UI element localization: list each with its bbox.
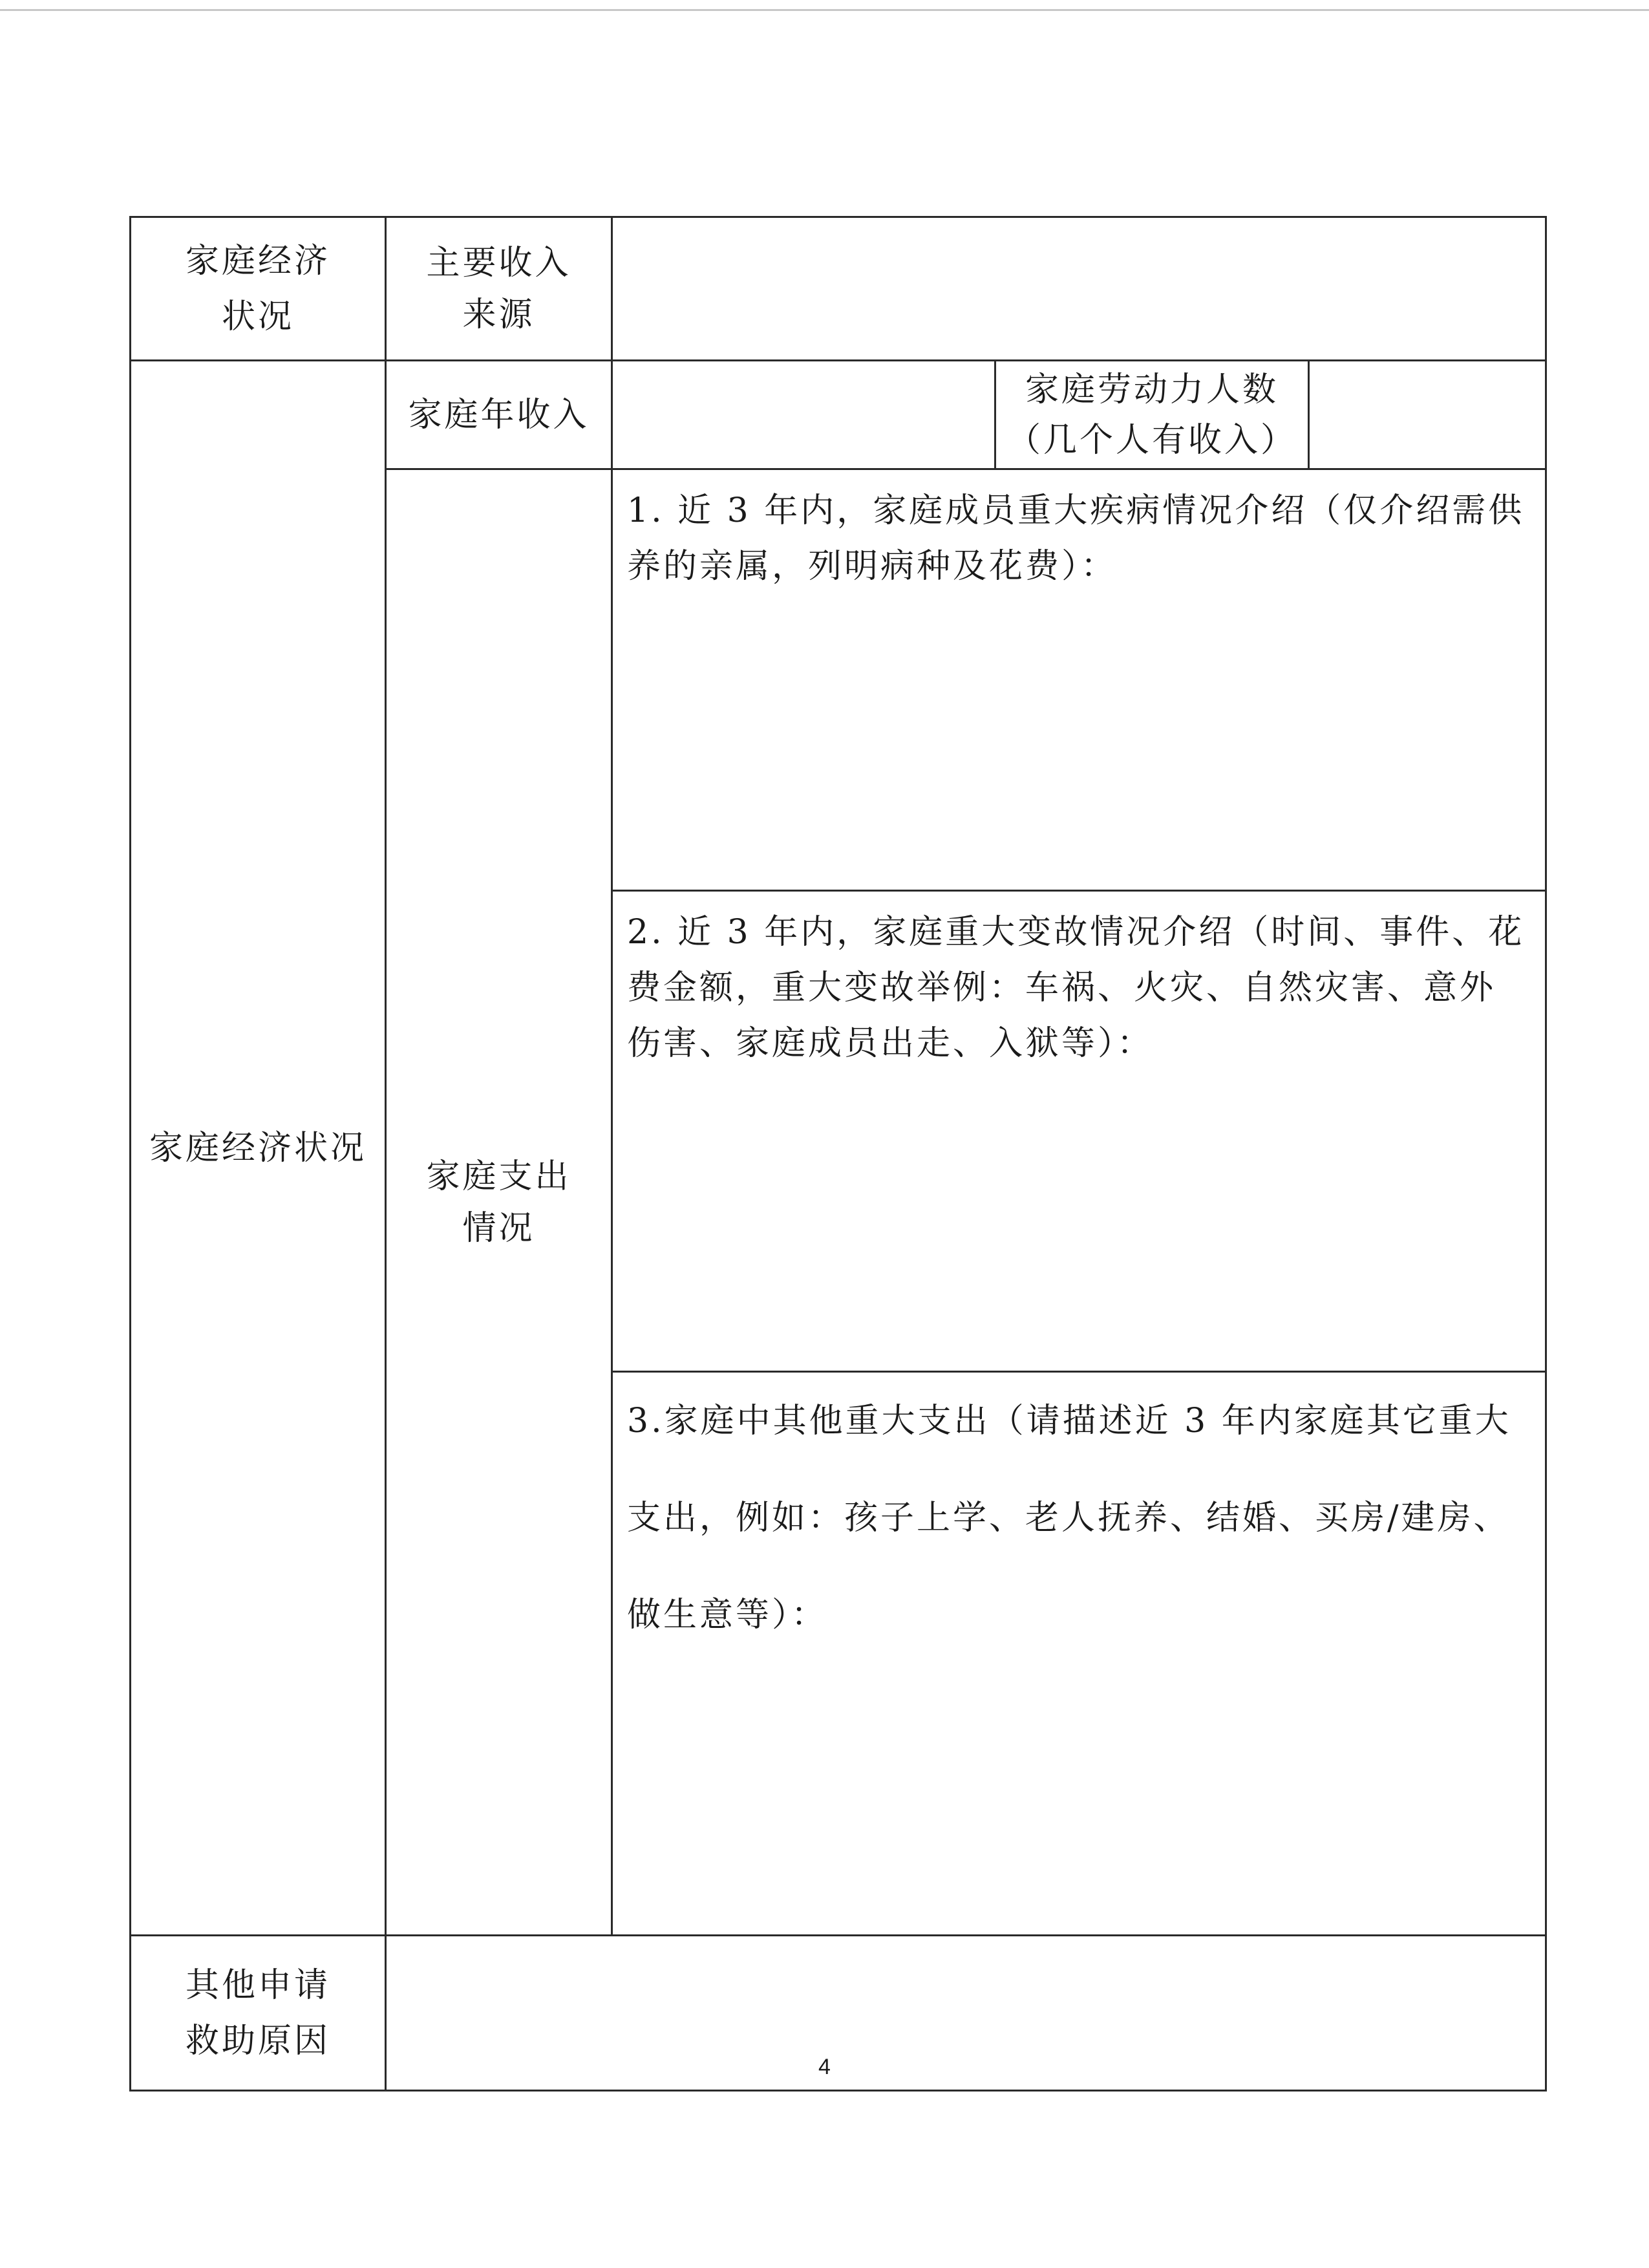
labor-count-field[interactable] [1309,361,1546,469]
income-source-row [131,217,1546,361]
other-expense-field[interactable] [612,1372,1546,1936]
annual-income-field[interactable] [612,361,995,469]
family-economy-form [129,216,1547,2091]
income-source-label-line-2: 来源 [462,295,535,334]
expense-label-line-1: 家庭支出 [426,1157,571,1196]
annual-income-label [386,361,612,469]
income-source-label-line-1: 主要收入 [426,243,571,283]
expense-label-line-2: 情况 [462,1208,535,1248]
section-label-line-1: 家庭经济 [185,241,330,281]
expense-label [386,469,612,1936]
income-source-label [386,217,612,361]
page-number: 4 [818,2055,831,2079]
scan-top-edge [0,9,1649,11]
labor-count-label [995,361,1309,469]
family-incident-field[interactable] [612,891,1546,1372]
annual-income-label-text: 家庭年收入 [408,395,590,434]
section-label-full [131,361,386,1936]
annual-income-row [131,361,1546,469]
other-expense-prompt: 3.家庭中其他重大支出（请描述近 3 年内家庭其它重大支出，例如：孩子上学、老人抚养、结婚、买房/建房、做生意等）： [627,1402,1511,1634]
medical-expense-field[interactable] [612,469,1546,891]
family-incident-prompt: 2. 近 3 年内，家庭重大变故情况介绍（时间、事件、花费金额，重大变故举例：车祸、火灾、自然灾害、意外伤害、家庭成员出走、入狱等）： [627,913,1525,1063]
labor-count-label-line-2: （几个人有收入） [1006,420,1297,460]
labor-count-label-line-1: 家庭劳动力人数 [1025,370,1279,409]
other-reason-label-line-1: 其他申请 [185,1965,330,2005]
section-label-short [131,217,386,361]
income-source-field[interactable] [612,217,1546,361]
section-label-full-text: 家庭经济状况 [149,1128,367,1168]
section-label-line-2: 状况 [221,297,294,336]
other-reason-label-line-2: 救助原因 [185,2021,330,2060]
medical-expense-prompt: 1. 近 3 年内，家庭成员重大疾病情况介绍（仅介绍需供养的亲属，列明病种及花费）： [627,491,1525,586]
